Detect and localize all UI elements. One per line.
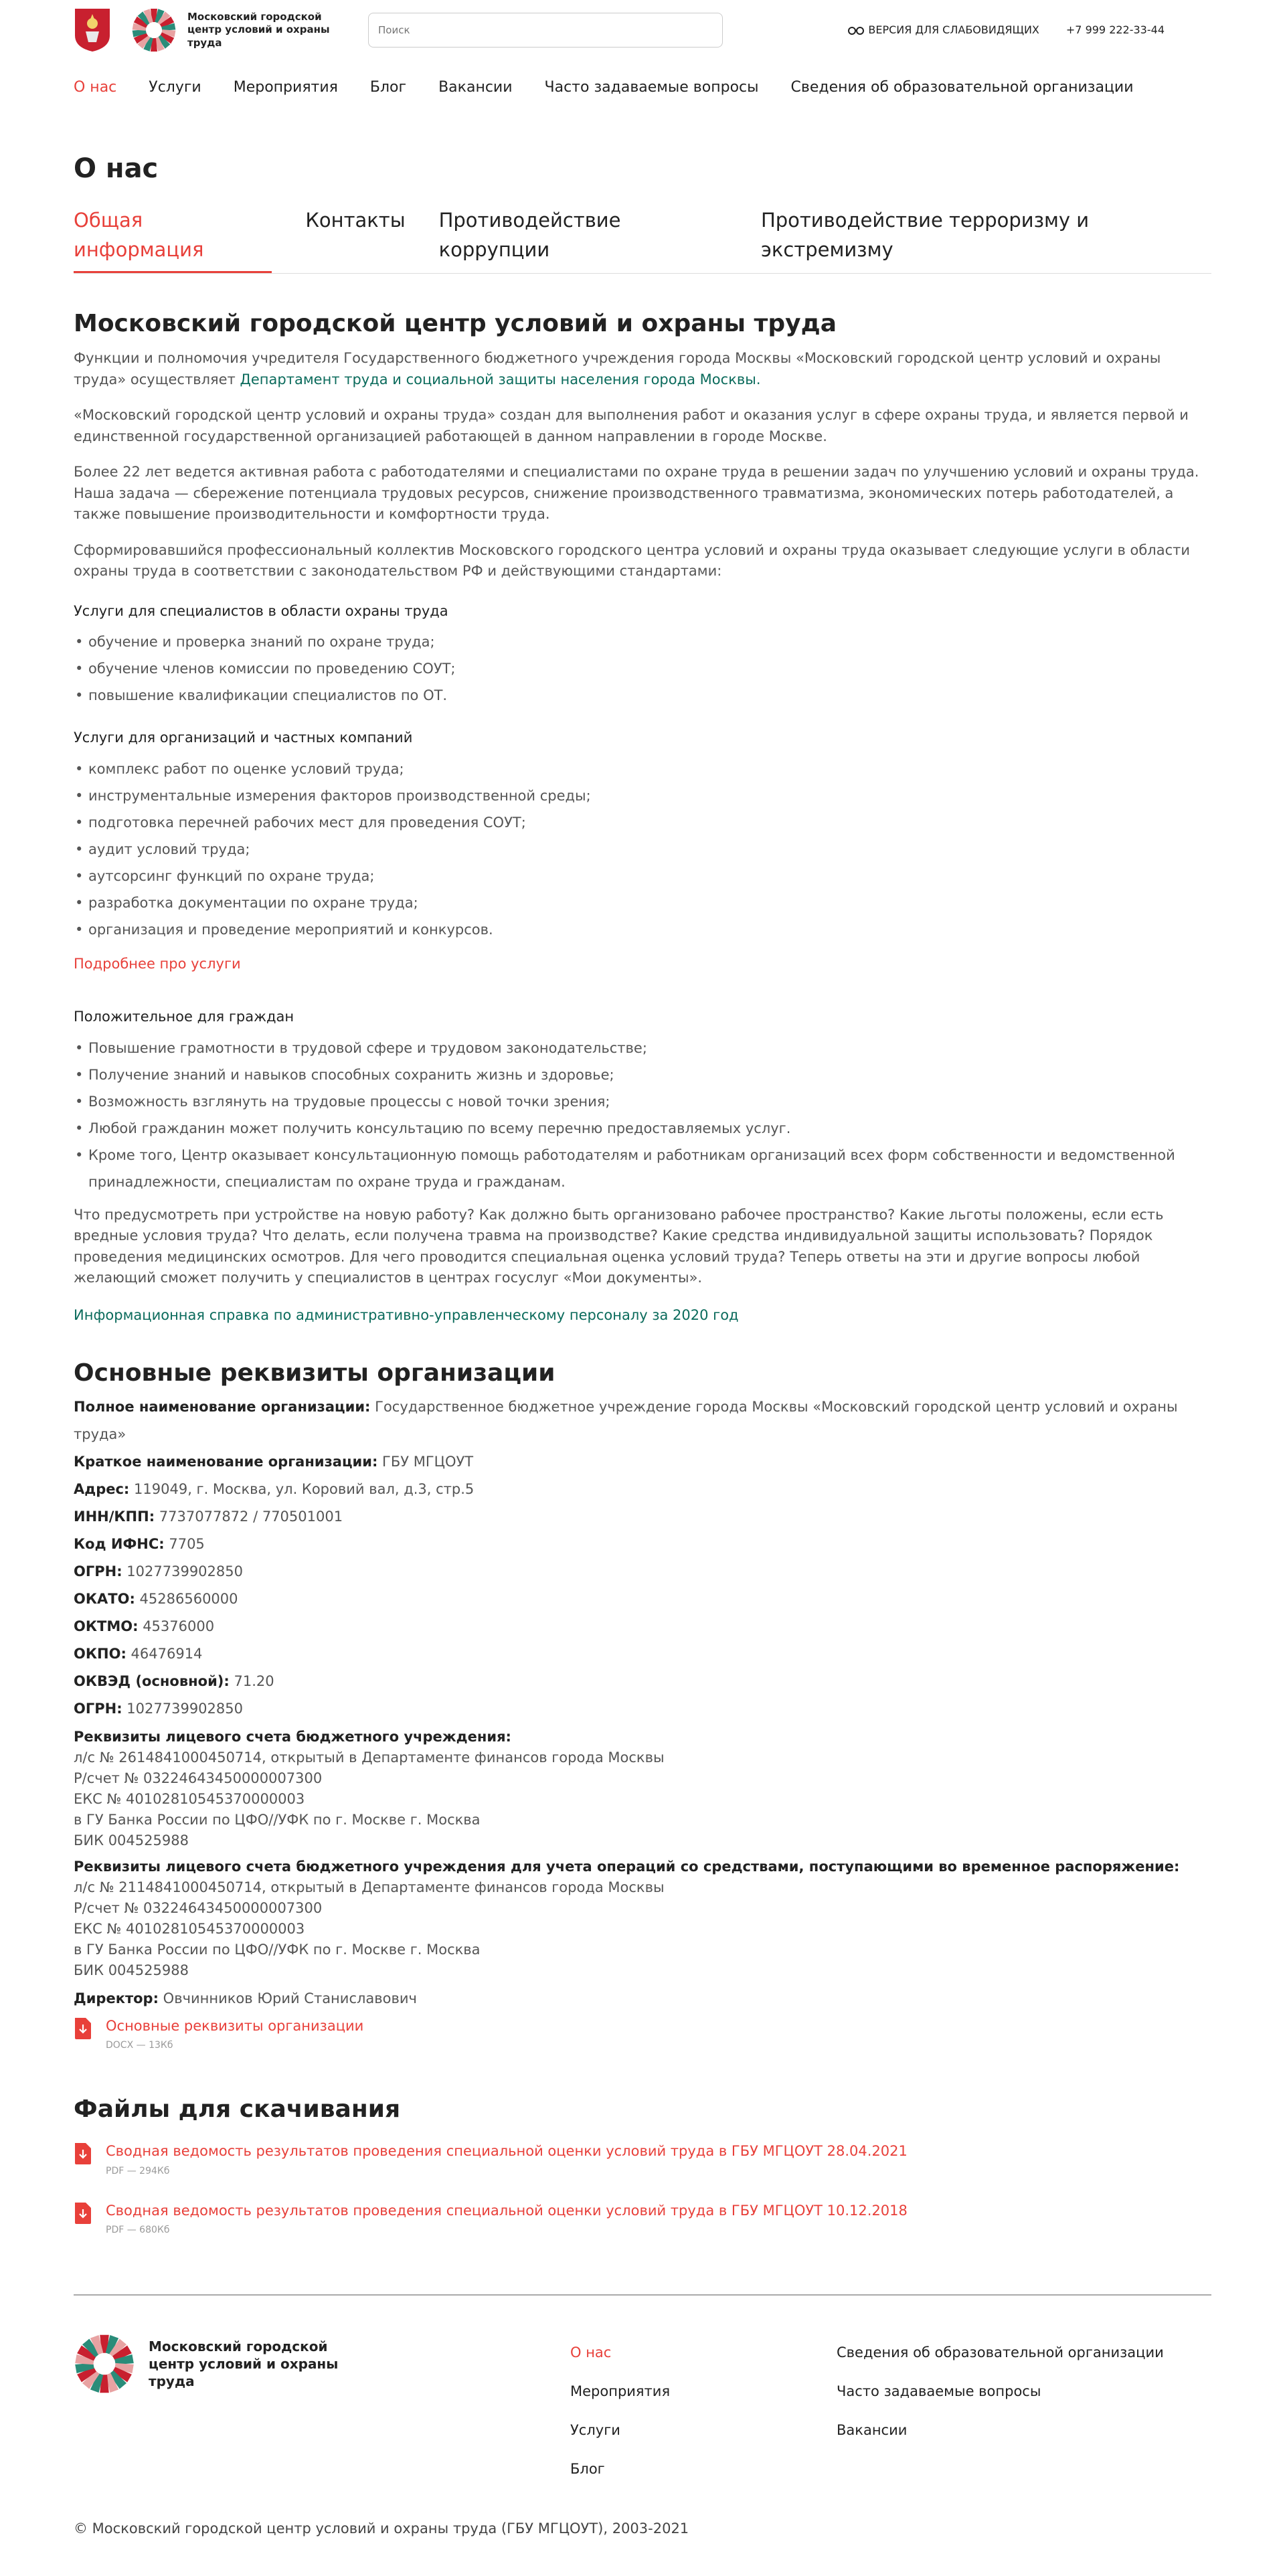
- low-vision-version-link[interactable]: [848, 22, 1039, 38]
- main-content: [74, 153, 1211, 2237]
- tab-anti-terrorism[interactable]: Противодействие терроризму и экстремизму: [760, 209, 1090, 261]
- list-item: • разработка документации по охране труда;: [74, 889, 1211, 916]
- footer-link-about[interactable]: О нас: [570, 2344, 612, 2360]
- center-logo-icon: [74, 2333, 135, 2395]
- footer-logo-text: Московский городской центр условий и охраны труда: [149, 2338, 339, 2389]
- file-name[interactable]: Сводная ведомость результатов проведения специальной оценки условий труда в ГБУ МГЦОУТ 28.04.2021: [106, 2143, 908, 2160]
- footer-link-services[interactable]: Услуги: [570, 2422, 620, 2438]
- requisite-label: ОКТМО:: [74, 1618, 139, 1634]
- account-2-line: ЕКС № 40102810545370000003: [74, 1921, 305, 1937]
- requisite-row: [74, 1585, 1211, 1613]
- footer: [74, 2294, 1211, 2477]
- director-row: [74, 1985, 1211, 2012]
- requisite-label: ОКВЭД (основной):: [74, 1673, 230, 1689]
- footer-link-events[interactable]: Мероприятия: [570, 2383, 671, 2399]
- account-2-line: в ГУ Банка России по ЦФО//УФК по г. Москве г. Москва: [74, 1942, 481, 1958]
- requisite-value: 45286560000: [139, 1591, 238, 1607]
- requisite-label: ОКПО:: [74, 1646, 126, 1662]
- requisite-row: [74, 1613, 1211, 1640]
- footer-nav-col-1: [570, 2333, 670, 2488]
- director-label: Директор:: [74, 1990, 159, 2006]
- about-heading: Московский городской центр условий и охраны труда: [74, 310, 837, 337]
- page-title: О нас: [74, 153, 159, 184]
- footer-link-education-info[interactable]: Сведения об образовательной организации: [837, 2344, 1164, 2360]
- list-item: • повышение квалификации специалистов по ОТ.: [74, 682, 1211, 709]
- account-1-line: БИК 004525988: [74, 1832, 189, 1849]
- requisite-value: 1027739902850: [126, 1701, 243, 1717]
- requisites-list: [74, 1393, 1211, 1723]
- account-1-line: л/с № 2614841000450714, открытый в Департаменте финансов города Москвы: [74, 1749, 665, 1766]
- low-vision-label: ВЕРСИЯ ДЛЯ СЛАБОВИДЯЩИХ: [868, 23, 1039, 36]
- department-link[interactable]: Департамент труда и социальной защиты населения города Москвы.: [240, 371, 761, 388]
- requisite-label: Полное наименование организации:: [74, 1399, 371, 1415]
- about-paragraph-2: «Московский городской центр условий и охраны труда» создан для выполнения работ и оказания услуг в сфере охраны труда, и является первой и единственной государственной организацией работающей в данном направлении в городе Москве.: [74, 407, 1189, 444]
- search-input[interactable]: [368, 13, 723, 48]
- citizens-title: Положительное для граждан: [74, 1009, 294, 1025]
- organizations-services-list: [74, 756, 1211, 943]
- tabs: [74, 206, 1211, 274]
- list-item: • Кроме того, Центр оказывает консультационную помощь работодателям и работникам организаций всех форм собственности и ведомственной принадлежности, специалистам по охране труда и гражданам.: [74, 1142, 1211, 1195]
- list-item: • аудит условий труда;: [74, 836, 1211, 863]
- requisite-value: 7705: [169, 1536, 205, 1552]
- download-file[interactable]: [74, 2142, 1211, 2178]
- requisite-value: Государственное бюджетное учреждение города Москвы «Московский городской центр условий и охраны труда»: [74, 1399, 1178, 1442]
- requisite-row: [74, 1503, 1211, 1531]
- organizations-services-title: Услуги для организаций и частных компаний: [74, 729, 413, 746]
- requisite-label: Краткое наименование организации:: [74, 1454, 378, 1470]
- account-2: [74, 1857, 1211, 1981]
- about-p1-text: Функции и полномочия учредителя Государственного бюджетного учреждения города Москвы «Московский городской центр условий и охраны труда» осуществляет: [74, 350, 1161, 388]
- file-meta: PDF — 680Кб: [106, 2225, 170, 2236]
- account-1-line: Р/счет № 03224643450000007300: [74, 1770, 323, 1786]
- requisites-heading: Основные реквизиты организации: [74, 1359, 555, 1387]
- requisite-row: [74, 1448, 1211, 1476]
- requisite-row: [74, 1640, 1211, 1668]
- file-name[interactable]: Основные реквизиты организации: [106, 2018, 364, 2034]
- about-paragraph-5: Что предусмотреть при устройстве на новую работу? Как должно быть организовано рабочее пространство? Какие льготы положены, если есть вредные условия труда? Что делать, если получена травма на производстве? Какие средства индивидуальной защиты использовать? Порядок проведения медицинских осмотров. Для чего проводится специальная оценка условий труда? Теперь ответы на эти и другие вопросы любой желающий сможет получить у специалистов в центрах госуслуг «Мои документы».: [74, 1206, 1164, 1286]
- requisite-value: ГБУ МГЦОУТ: [382, 1454, 474, 1470]
- file-name[interactable]: Сводная ведомость результатов проведения специальной оценки условий труда в ГБУ МГЦОУТ 10.12.2018: [106, 2202, 908, 2219]
- main-nav: [74, 76, 1134, 98]
- requisite-value: 119049, г. Москва, ул. Коровий вал, д.3, стр.5: [134, 1481, 475, 1497]
- file-meta: PDF — 294Кб: [106, 2165, 170, 2176]
- tab-contacts[interactable]: Контакты: [305, 209, 406, 232]
- specialists-services-list: [74, 628, 1211, 709]
- about-paragraph-3: Более 22 лет ведется активная работа с работодателями и специалистами по охране труда в решении задач по улучшению условий и охраны труда. Наша задача — сбережение потенциала трудовых ресурсов, снижение производственного травматизма, экономических потерь работодателей, а также повышение производительности и комфортности труда.: [74, 464, 1199, 522]
- document-download-icon: [74, 2143, 92, 2164]
- requisites-file[interactable]: [74, 2016, 1211, 2053]
- requisite-label: ИНН/КПП:: [74, 1509, 155, 1525]
- list-item: • Повышение грамотности в трудовой сфере и трудовом законодательстве;: [74, 1035, 1211, 1061]
- account-1-line: ЕКС № 40102810545370000003: [74, 1791, 305, 1807]
- requisite-row: [74, 1668, 1211, 1695]
- requisite-label: ОГРН:: [74, 1563, 122, 1579]
- citizens-benefits-list: [74, 1035, 1211, 1195]
- glasses-icon: [848, 25, 864, 35]
- download-file[interactable]: [74, 2201, 1211, 2237]
- logo-text[interactable]: Московский городской центр условий и охраны труда: [187, 10, 330, 49]
- moscow-coat-of-arms-icon[interactable]: [74, 7, 111, 53]
- tab-general-info[interactable]: Общая информация: [74, 206, 272, 273]
- account-1: [74, 1727, 1211, 1851]
- more-services-link[interactable]: Подробнее про услуги: [74, 955, 241, 972]
- document-download-icon: [74, 2203, 92, 2224]
- center-logo-icon[interactable]: [131, 7, 177, 53]
- list-item: • аутсорсинг функций по охране труда;: [74, 863, 1211, 889]
- director-value: Овчинников Юрий Станиславович: [163, 1990, 417, 2006]
- requisite-value: 71.20: [234, 1673, 274, 1689]
- nav-item-blog[interactable]: Блог: [369, 79, 407, 96]
- nav-item-education-info[interactable]: Сведения об образовательной организации: [790, 79, 1134, 96]
- list-item: • Возможность взглянуть на трудовые процессы с новой точки зрения;: [74, 1088, 1211, 1115]
- about-paragraph-1: [74, 348, 1211, 390]
- info-reference-link[interactable]: Информационная справка по административно-управленческому персоналу за 2020 год: [74, 1306, 739, 1323]
- list-item: • обучение членов комиссии по проведению СОУТ;: [74, 655, 1211, 682]
- document-download-icon: [74, 2018, 92, 2039]
- nav-item-services[interactable]: Услуги: [149, 79, 201, 96]
- nav-item-vacancies[interactable]: Вакансии: [438, 79, 513, 96]
- requisite-row: [74, 1558, 1211, 1585]
- list-item: • инструментальные измерения факторов производственной среды;: [74, 782, 1211, 809]
- requisite-row: [74, 1531, 1211, 1558]
- list-item: • обучение и проверка знаний по охране труда;: [74, 628, 1211, 655]
- footer-link-vacancies[interactable]: Вакансии: [837, 2422, 908, 2438]
- requisite-row: [74, 1476, 1211, 1503]
- nav-item-about[interactable]: О нас: [74, 79, 117, 96]
- account-2-line: БИК 004525988: [74, 1962, 189, 1978]
- requisite-value: 45376000: [143, 1618, 215, 1634]
- downloads-heading: Файлы для скачивания: [74, 2095, 401, 2124]
- copyright: © Московский городской центр условий и охраны труда (ГБУ МГЦОУТ), 2003-2021: [74, 2520, 689, 2537]
- footer-nav-col-2: [837, 2333, 1164, 2450]
- requisite-label: Адрес:: [74, 1481, 130, 1497]
- requisite-label: ОКАТО:: [74, 1591, 135, 1607]
- account-2-line: л/с № 2114841000450714, открытый в Департаменте финансов города Москвы: [74, 1879, 665, 1895]
- requisite-row: [74, 1695, 1211, 1723]
- requisite-label: ОГРН:: [74, 1701, 122, 1717]
- header: [74, 5, 1211, 55]
- requisite-row: [74, 1393, 1211, 1448]
- nav-item-events[interactable]: Мероприятия: [233, 79, 338, 96]
- account-1-title: Реквизиты лицевого счета бюджетного учреждения:: [74, 1729, 511, 1745]
- account-2-title: Реквизиты лицевого счета бюджетного учреждения для учета операций со средствами, поступающими во временное распоряжение:: [74, 1859, 1180, 1875]
- requisite-label: Код ИФНС:: [74, 1536, 165, 1552]
- requisite-value: 7737077872 / 770501001: [159, 1509, 343, 1525]
- nav-item-faq[interactable]: Часто задаваемые вопросы: [544, 79, 759, 96]
- footer-link-blog[interactable]: Блог: [570, 2461, 605, 2477]
- account-1-line: в ГУ Банка России по ЦФО//УФК по г. Москве г. Москва: [74, 1812, 481, 1828]
- phone-link[interactable]: +7 999 222-33-44: [1065, 23, 1165, 36]
- list-item: • комплекс работ по оценке условий труда;: [74, 756, 1211, 782]
- file-meta: DOCX — 13Кб: [106, 2040, 173, 2051]
- about-paragraph-4: Сформировавшийся профессиональный коллектив Московского городского центра условий и охраны труда оказывает следующие услуги в области охраны труда в соответствии с законодательством РФ и действующими стандартами:: [74, 541, 1191, 579]
- tab-anti-corruption[interactable]: Противодействие коррупции: [438, 209, 621, 261]
- specialists-services-title: Услуги для специалистов в области охраны труда: [74, 602, 448, 619]
- list-item: • подготовка перечней рабочих мест для проведения СОУТ;: [74, 809, 1211, 836]
- requisite-value: 1027739902850: [126, 1563, 243, 1579]
- list-item: • Получение знаний и навыков способных сохранить жизнь и здоровье;: [74, 1061, 1211, 1088]
- requisite-value: 46476914: [131, 1646, 203, 1662]
- account-2-line: Р/счет № 03224643450000007300: [74, 1900, 323, 1916]
- list-item: • Любой гражданин может получить консультацию по всему перечню предоставляемых услуг.: [74, 1115, 1211, 1142]
- list-item: • организация и проведение мероприятий и конкурсов.: [74, 916, 1211, 943]
- footer-logo[interactable]: [74, 2333, 349, 2395]
- footer-link-faq[interactable]: Часто задаваемые вопросы: [837, 2383, 1041, 2399]
